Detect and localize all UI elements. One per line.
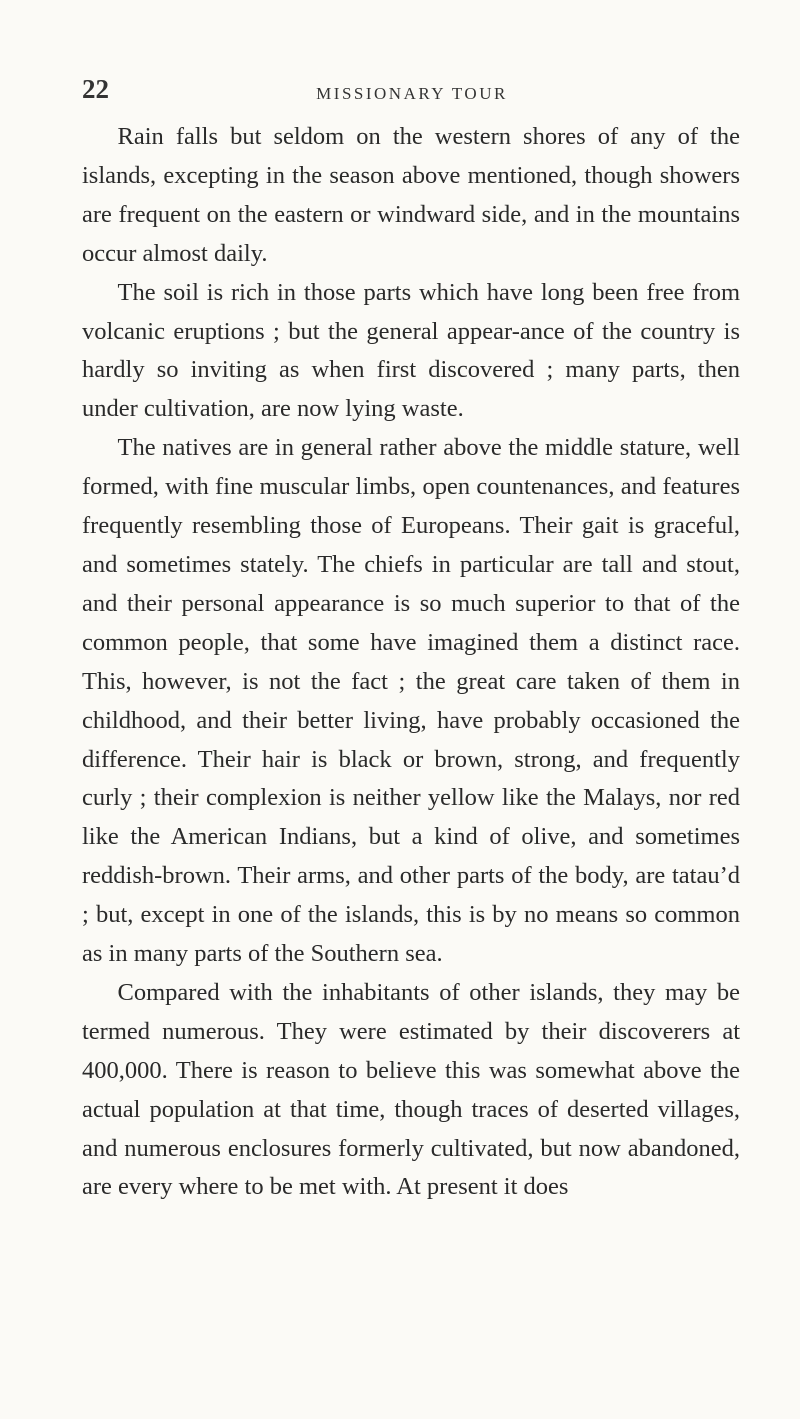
paragraph-natives: The natives are in general rather above the middle stature, well formed, with fine muscular limbs, open countenances, and features frequently resembling those of Europeans. Their gait is graceful, and sometimes stately. The chiefs in particular are tall and stout, and their personal appearance is so much superior to that of the common people, that some have imagined them a distinct race. This, however, is not the fact ; the great care taken of them in childhood, and their better living, have probably occasioned the difference. Their hair is black or brown, strong, and frequently curly ; their complexion is neither yellow like the Malays, nor red like the American Indians, but a kind of olive, and sometimes reddish-brown. Their arms, and other parts of the body, are tatau’d ; but, except in one of the islands, this is by no means so common as in many parts of the Southern sea. <box>82 434 740 968</box>
paragraph-population: Compared with the inhabitants of other islands, they may be termed numerous. They were estimated by their discoverers at 400,000. There is reason to believe this was somewhat above the actual population at that time, though traces of deserted villages, and numerous enclosures formerly cultivated, but now abandoned, are every where to be met with. At present it does <box>82 978 740 1201</box>
paragraph-soil: The soil is rich in those parts which have long been free from volcanic eruptions ; but the general appear-ance of the country is hardly so inviting as when first discovered ; many parts, then under cultivation, are now lying waste. <box>82 278 740 423</box>
body-text <box>82 118 740 1207</box>
page-header <box>82 74 742 114</box>
running-head: MISSIONARY TOUR <box>316 84 508 103</box>
page-number: 22 <box>82 74 109 104</box>
paragraph-rain: Rain falls but seldom on the western shores of any of the islands, excepting in the season above mentioned, though showers are frequent on the eastern or windward side, and in the mountains occur almost daily. <box>82 123 740 267</box>
